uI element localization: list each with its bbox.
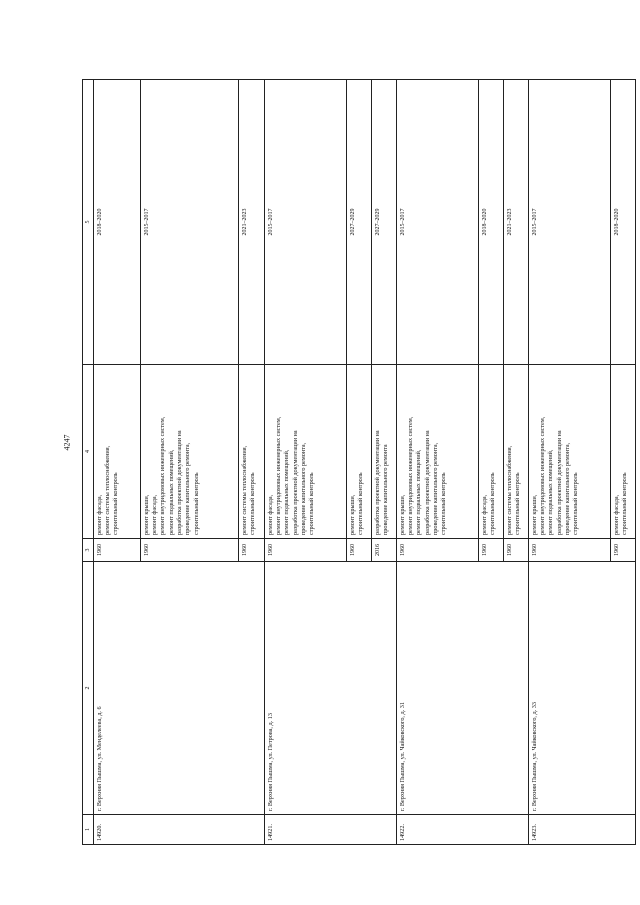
building-address: г. Верхняя Пышма, ул. Чайковского, д. 33 bbox=[529, 562, 636, 815]
rotated-table-container bbox=[82, 80, 628, 845]
repair-period: 2021–2023 bbox=[239, 80, 265, 365]
column-header: 4 bbox=[83, 365, 94, 539]
repair-period: 2027–2029 bbox=[347, 80, 372, 365]
table-row bbox=[94, 80, 141, 845]
works-list bbox=[504, 365, 529, 539]
repair-period: 2018–2020 bbox=[611, 80, 636, 365]
works-text: ремонт фасада, ремонт внутридомовых инженерных систем, ремонт подвальных помещений, разработка проектной документации на проведение капитального ремонта, строительный контроль bbox=[266, 416, 316, 535]
works-list bbox=[611, 365, 636, 539]
column-header: 5 bbox=[83, 80, 94, 365]
repair-period: 2027–2029 bbox=[372, 80, 397, 365]
works-text: ремонт системы теплоснабжения, строительный контроль bbox=[505, 445, 521, 535]
build-year: 2016 bbox=[372, 539, 397, 562]
works-list bbox=[397, 365, 479, 539]
works-list bbox=[94, 365, 141, 539]
works-list bbox=[529, 365, 611, 539]
build-year: 1960 bbox=[141, 539, 239, 562]
works-text: ремонт фасада, строительный контроль bbox=[480, 472, 496, 535]
table-row bbox=[265, 80, 347, 845]
table-row bbox=[529, 80, 611, 845]
works-text: ремонт фасада, ремонт системы теплоснабжения, строительный контроль bbox=[95, 445, 120, 535]
column-number-row bbox=[83, 80, 94, 845]
build-year: 1960 bbox=[94, 539, 141, 562]
build-year: 1960 bbox=[529, 539, 611, 562]
works-text: ремонт крыши, строительный контроль bbox=[348, 472, 364, 535]
works-text: ремонт крыши, ремонт фасада, ремонт внутридомовых инженерных систем, ремонт подвальных помещений, разработка проектной документации на проведение капитального ремонта, строительный контроль bbox=[142, 416, 200, 535]
repair-period: 2021–2023 bbox=[504, 80, 529, 365]
repair-period: 2018–2020 bbox=[94, 80, 141, 365]
works-list bbox=[265, 365, 347, 539]
table-row bbox=[397, 80, 479, 845]
row-number: 14920. bbox=[94, 815, 265, 845]
works-text: ремонт крыши, ремонт внутридомовых инженерных систем, ремонт подвальных помещений, разработка проектной документации на проведение капитального ремонта, строительный контроль bbox=[398, 416, 448, 535]
row-number: 14922. bbox=[397, 815, 529, 845]
works-list bbox=[239, 365, 265, 539]
repair-period: 2015–2017 bbox=[397, 80, 479, 365]
repair-period: 2015–2017 bbox=[529, 80, 611, 365]
works-list bbox=[347, 365, 372, 539]
repair-period: 2015–2017 bbox=[141, 80, 239, 365]
works-text: разработка проектной документации на проведение капитального ремонта bbox=[373, 430, 389, 535]
page-number: 4247 bbox=[62, 434, 72, 451]
row-number: 14921. bbox=[265, 815, 397, 845]
works-text: ремонт крыши, ремонт внутридомовых инженерных систем, ремонт подвальных помещений, разработка проектной документации на проведение капитального ремонта, строительный контроль bbox=[530, 416, 580, 535]
column-header: 2 bbox=[83, 562, 94, 815]
build-year: 1960 bbox=[504, 539, 529, 562]
building-address: г. Верхняя Пышма, ул. Менделеева, д. 6 bbox=[94, 562, 265, 815]
build-year: 1960 bbox=[479, 539, 504, 562]
repair-period: 2018–2020 bbox=[479, 80, 504, 365]
row-number: 14923. bbox=[529, 815, 636, 845]
works-list bbox=[479, 365, 504, 539]
build-year: 1960 bbox=[611, 539, 636, 562]
column-header: 1 bbox=[83, 815, 94, 845]
works-list bbox=[141, 365, 239, 539]
works-text: ремонт фасада, строительный контроль bbox=[612, 472, 628, 535]
build-year: 1960 bbox=[397, 539, 479, 562]
works-list bbox=[372, 365, 397, 539]
repair-period: 2015–2017 bbox=[265, 80, 347, 365]
build-year: 1960 bbox=[239, 539, 265, 562]
capital-repair-table bbox=[82, 79, 636, 845]
works-text: ремонт системы теплоснабжения, строительный контроль bbox=[240, 445, 256, 535]
column-header: 3 bbox=[83, 539, 94, 562]
building-address: г. Верхняя Пышма, ул. Чайковского, д. 31 bbox=[397, 562, 529, 815]
building-address: г. Верхняя Пышма, ул. Петрова, д. 13 bbox=[265, 562, 397, 815]
build-year: 1960 bbox=[265, 539, 347, 562]
build-year: 1960 bbox=[347, 539, 372, 562]
